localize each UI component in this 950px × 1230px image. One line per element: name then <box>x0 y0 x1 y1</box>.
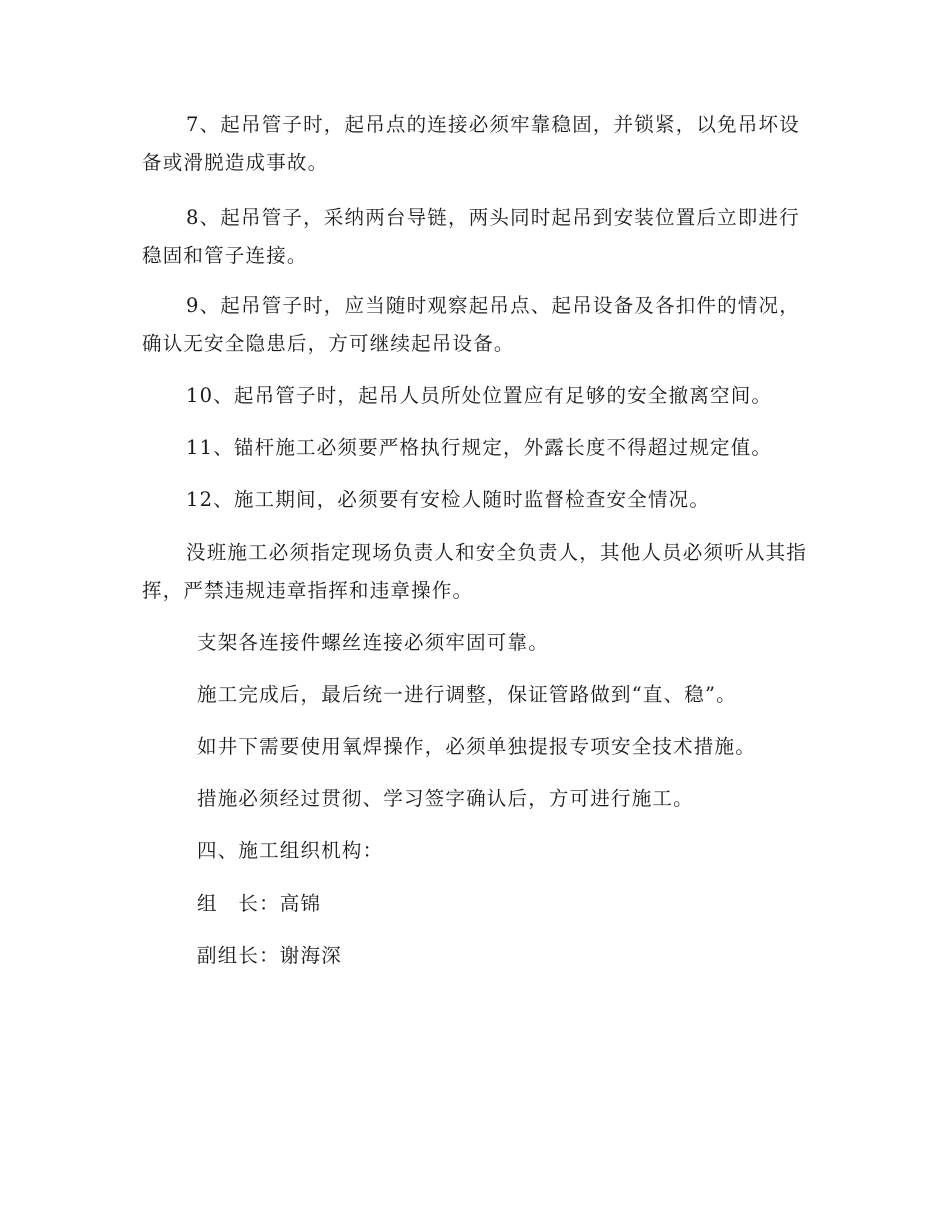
paragraph-item-7: 7、起吊管子时，起吊点的连接必须牢靠稳固，并锁紧，以免吊坏设备或滑脱造成事故。 <box>142 113 800 174</box>
deputy-leader-line: 副组长：谢海深 <box>197 944 342 967</box>
paragraph-item-11: 11、锚杆施工必须要严格执行规定，外露长度不得超过规定值。 <box>186 436 773 459</box>
paragraph-bracket-bolts: 支架各连接件螺丝连接必须牢固可靠。 <box>197 631 549 654</box>
section-heading: 四、施工组织机构： <box>197 839 384 862</box>
leader-line: 组 长：高锦 <box>197 892 322 915</box>
paragraph-final-adjustment: 施工完成后，最后统一进行调整，保证管路做到“直、稳”。 <box>197 683 737 706</box>
paragraph-item-10: 10、起吊管子时，起吊人员所处位置应有足够的安全撤离空间。 <box>186 384 773 407</box>
paragraph-item-12: 12、施工期间，必须要有安检人随时监督检查安全情况。 <box>186 488 711 511</box>
paragraph-item-9: 9、起吊管子时，应当随时观察起吊点、起吊设备及各扣件的情况，确认无安全隐患后，方可继续起吊设备。 <box>142 294 800 355</box>
paragraph-shift-responsibility: 没班施工必须指定现场负责人和安全负责人，其他人员必须听从其指挥，严禁违规违章指挥和违章操作。 <box>142 541 808 602</box>
paragraph-oxy-welding: 如井下需要使用氧焊操作，必须单独提报专项安全技术措施。 <box>197 735 756 758</box>
paragraph-measures-implementation: 措施必须经过贯彻、学习签字确认后，方可进行施工。 <box>197 787 694 810</box>
paragraph-item-8: 8、起吊管子，采纳两台导链，两头同时起吊到安装位置后立即进行稳固和管子连接。 <box>142 206 800 267</box>
